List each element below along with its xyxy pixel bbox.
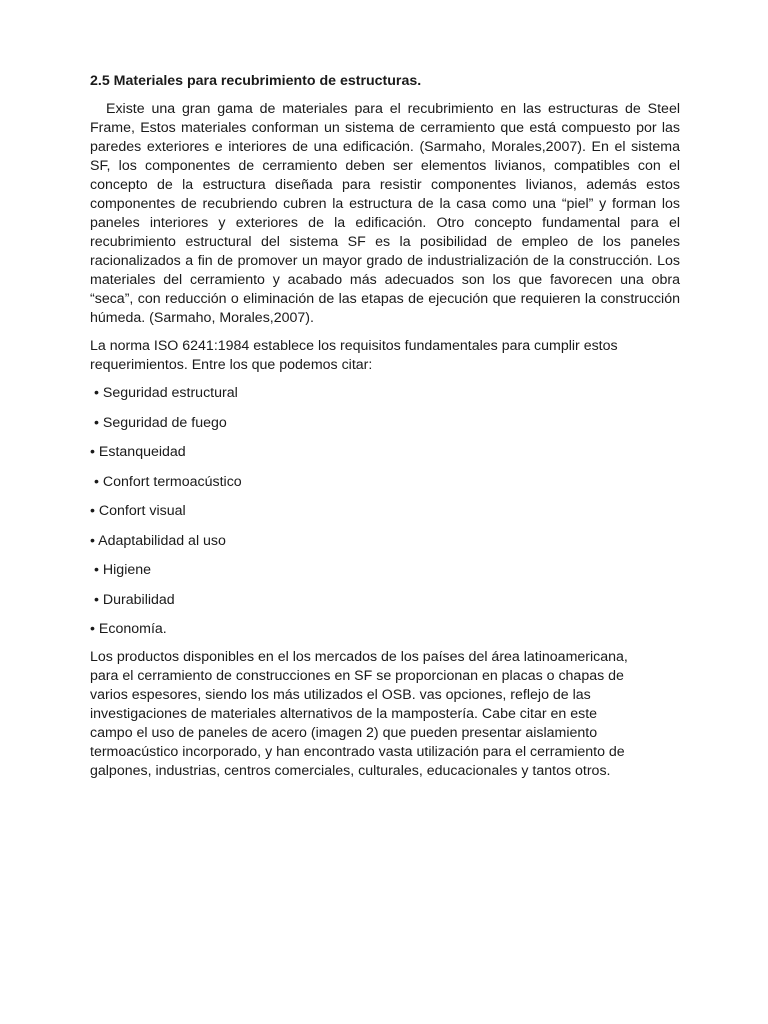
paragraph-materials-intro: Existe una gran gama de materiales para el recubrimiento en las estructuras de Steel Frame, Estos materiales conforman un sistema de cerramiento que está compuesto por las paredes exteriores e interiores de una edificación. (Sarmaho, Morales,2007). En el sistema SF, los componentes de cerramiento deben ser elementos livianos, compatibles con el concepto de la estructura diseñada para resistir componentes livianos, además estos componentes de recubriendo cubren la estructura de la casa como una “piel” y forman los paneles interiores y exteriores de la edificación. Otro concepto fundamental para el recubrimiento estructural del sistema SF es la posibilidad de empleo de los paneles racionalizados a fin de promover un mayor grado de industrialización de la construcción. Los materiales del cerramiento y acabado más adecuados son los que favorecen una obra “seca”, con reducción o eliminación de las etapas de ejecución que requieren la construcción húmeda. (Sarmaho, Morales,2007).: [90, 101, 680, 326]
list-item: • Estanqueidad: [90, 444, 186, 460]
requirements-list: [90, 384, 680, 639]
list-item: • Adaptabilidad al uso: [90, 532, 226, 549]
list-item: • Confort visual: [90, 503, 186, 519]
paragraph-products-line: investigaciones de materiales alternativos de la mampostería. Cabe citar en este: [90, 706, 598, 722]
paragraph-products-line: Los productos disponibles en el los mercados de los países del área latinoamericana,: [90, 649, 628, 665]
list-item: • Seguridad de fuego: [94, 414, 227, 431]
paragraph-iso-line-1: La norma ISO 6241:1984 establece los requisitos fundamentales para cumplir estos: [90, 338, 618, 354]
list-item: • Confort termoacústico: [94, 473, 242, 490]
paragraph-products-line: campo el uso de paneles de acero (imagen 2) que pueden presentar aislamiento: [90, 725, 598, 741]
paragraph-iso-line-2: requerimientos. Entre los que podemos citar:: [90, 357, 373, 373]
paragraph-iso-norm: [90, 337, 680, 375]
paragraph-products-line: para el cerramiento de construcciones en SF se proporcionan en placas o chapas de: [90, 668, 624, 684]
list-item: • Higiene: [94, 562, 152, 578]
paragraph-products-line: varios espesores, siendo los más utilizados el OSB. vas opciones, reflejo de las: [90, 687, 591, 703]
paragraph-products: [90, 648, 680, 781]
section-heading: 2.5 Materiales para recubrimiento de estructuras.: [90, 73, 422, 89]
paragraph-products-line: galpones, industrias, centros comerciales, culturales, educacionales y tantos otros.: [90, 763, 611, 779]
paragraph-products-line: termoacústico incorporado, y han encontrado vasta utilización para el cerramiento de: [90, 744, 625, 760]
list-item: • Durabilidad: [94, 591, 175, 608]
list-item: • Economía.: [90, 621, 167, 637]
list-item: • Seguridad estructural: [94, 385, 238, 401]
